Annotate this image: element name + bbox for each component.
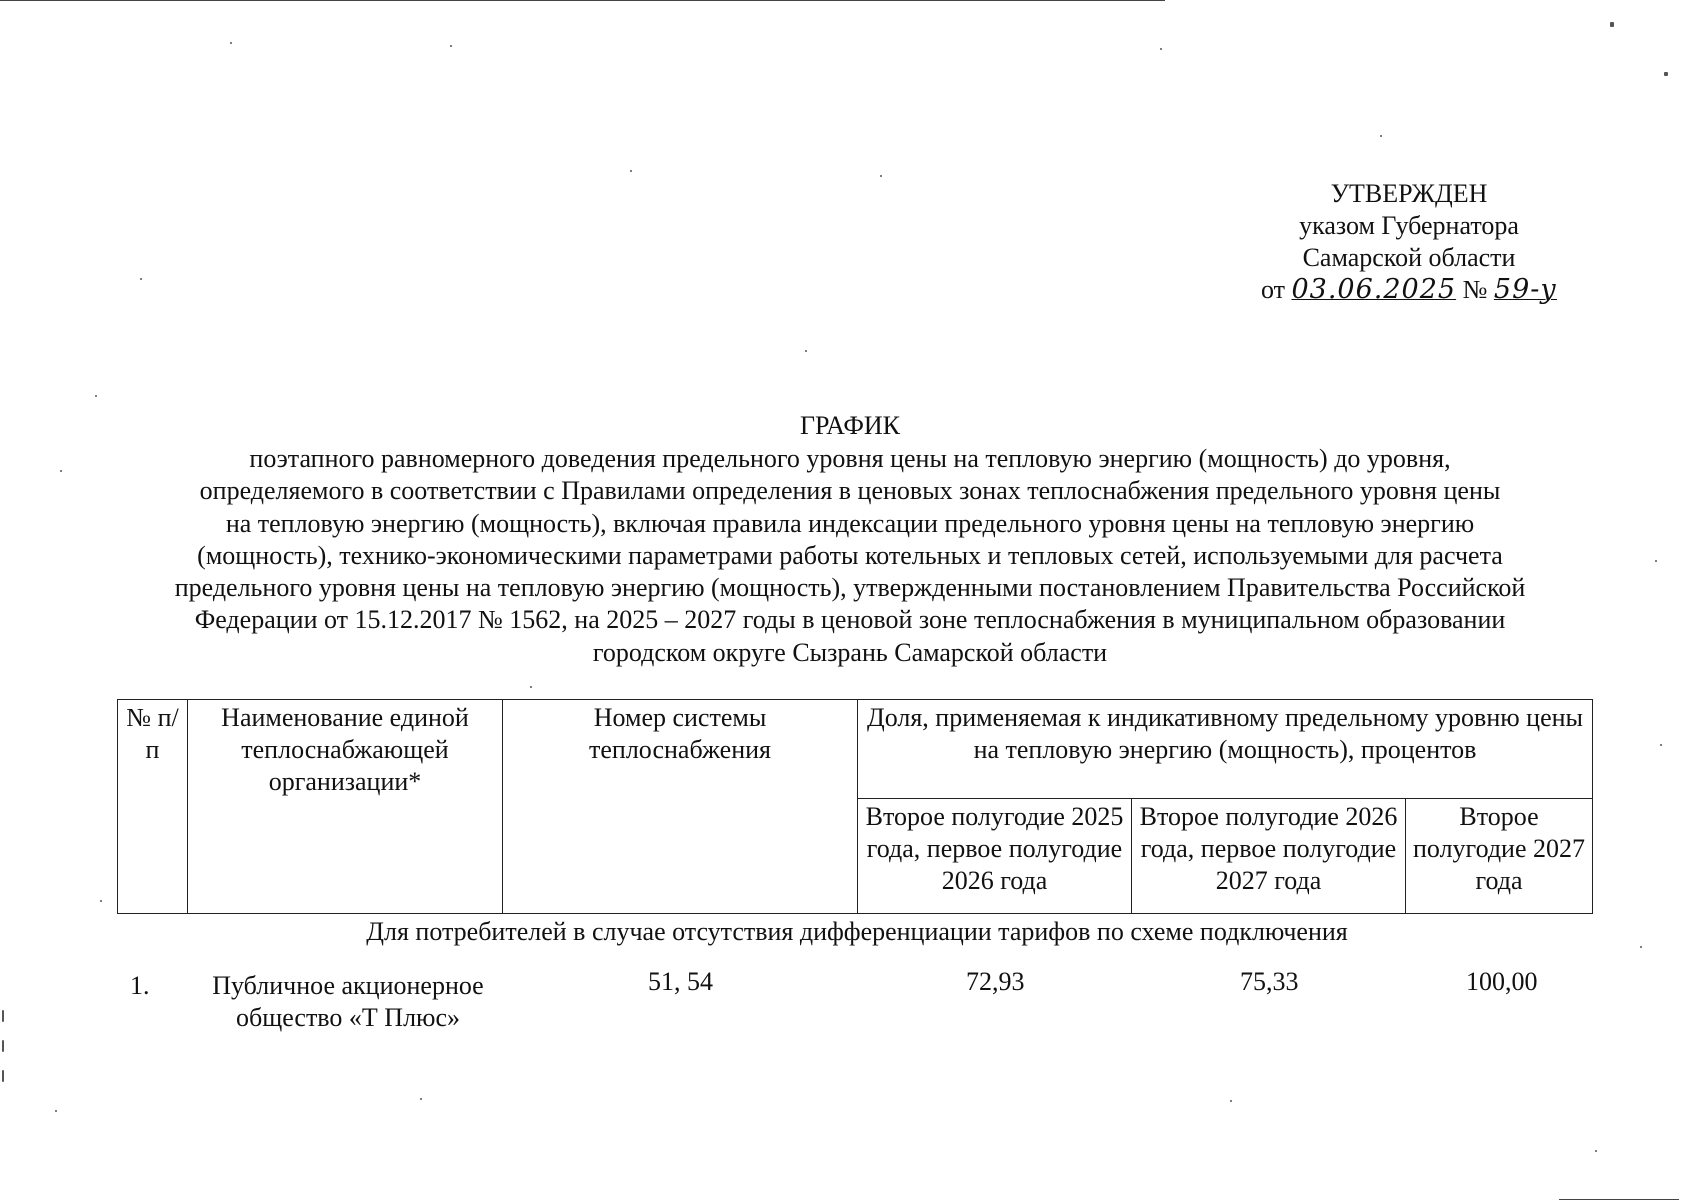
top-edge-line xyxy=(0,0,1165,1)
row-system-number: 51, 54 xyxy=(648,967,713,996)
row-num: 1. xyxy=(130,971,150,1000)
date-prefix: от xyxy=(1260,275,1285,304)
row-organization: Публичное акционерное общество «Т Плюс» xyxy=(212,971,484,1032)
approval-block xyxy=(1229,178,1589,306)
section-label: Для потребителей в случае отсутствия дифференциации тарифов по схеме подключения xyxy=(366,917,1348,946)
header-period-2: Второе полугодие 2026 года, первое полугодие 2027 года xyxy=(1132,799,1406,914)
subtitle-line: (мощность), технико-экономическими параметрами работы котельных и тепловых сетей, используемыми для расчета xyxy=(197,540,1503,570)
subtitle-line: поэтапного равномерного доведения предельного уровня цены на тепловую энергию (мощность) до уровня, xyxy=(249,444,1451,473)
header-organization: Наименование единой теплоснабжающей организации* xyxy=(188,700,503,914)
header-period-3: Второе полугодие 2027 года xyxy=(1406,799,1593,914)
handwritten-number: 59-у xyxy=(1493,274,1558,305)
row-share-2: 75,33 xyxy=(1240,967,1299,996)
approval-date-line xyxy=(1229,274,1589,306)
number-prefix: № xyxy=(1462,275,1488,304)
handwritten-date: 03.06.2025 xyxy=(1291,274,1457,305)
row-share-3: 100,00 xyxy=(1466,967,1538,996)
header-num: № п/п xyxy=(118,700,188,914)
header-row-main xyxy=(118,700,1593,799)
schedule-table-header xyxy=(117,699,1593,914)
approval-authority: указом Губернатора xyxy=(1299,211,1519,240)
approval-region: Самарской области xyxy=(1302,243,1516,272)
document-subtitle xyxy=(100,443,1600,669)
subtitle-line: Федерации от 15.12.2017 № 1562, на 2025 – 2027 годы в ценовой зоне теплоснабжения в муниципальном образовании xyxy=(194,605,1506,635)
approval-title: УТВЕРЖДЕН xyxy=(1330,179,1488,208)
row-share-1: 72,93 xyxy=(966,967,1025,996)
subtitle-line: на тепловую энергию (мощность), включая правила индексации предельного уровня цены на тепловую энергию xyxy=(225,508,1475,538)
header-system-number: Номер системы теплоснабжения xyxy=(503,700,858,914)
subtitle-line: определяемого в соответствии с Правилами определения в ценовых зонах теплоснабжения предельного уровня цены xyxy=(199,476,1501,506)
header-share: Доля, применяемая к индикативному предельному уровню цены на тепловую энергию (мощность), процентов xyxy=(858,700,1593,799)
header-period-1: Второе полугодие 2025 года, первое полугодие 2026 года xyxy=(858,799,1132,914)
subtitle-line: городском округе Сызрань Самарской области xyxy=(592,637,1108,667)
subtitle-line: предельного уровня цены на тепловую энергию (мощность), утвержденными постановлением Правительства Российской xyxy=(174,573,1526,603)
document-title: ГРАФИК xyxy=(800,411,900,440)
